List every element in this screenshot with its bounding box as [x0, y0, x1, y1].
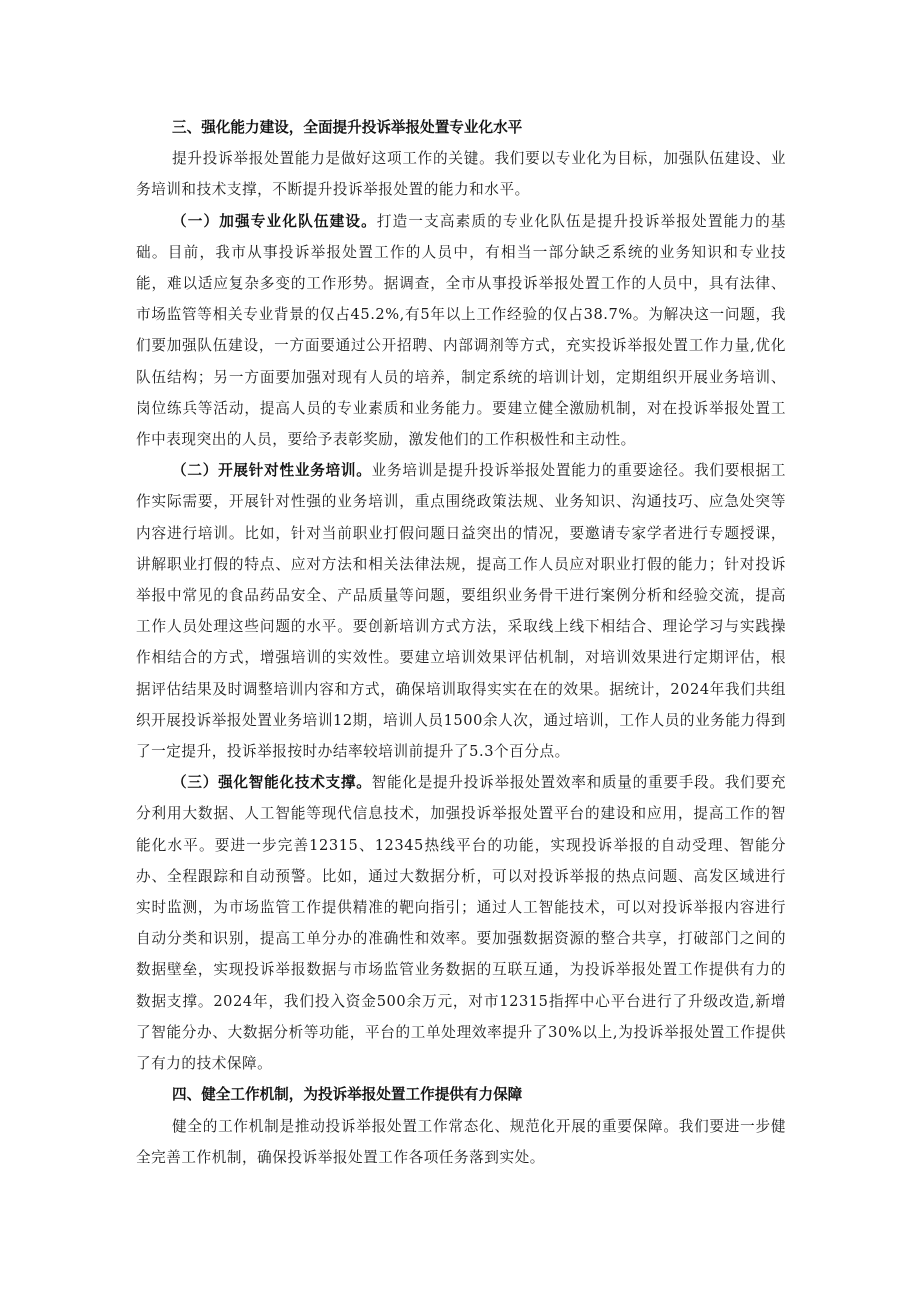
section-4-heading: 四、健全工作机制，为投诉举报处置工作提供有力保障 [172, 1086, 523, 1104]
document-page [136, 112, 786, 1173]
subsection-3-paragraph [136, 767, 786, 1079]
section-4-intro: 健全的工作机制是推动投诉举报处置工作常态化、规范化开展的重要保障。我们要进一步健全完善工作机制，确保投诉举报处置工作各项任务落到实处。 [136, 1117, 786, 1166]
subsection-3-body: 智能化是提升投诉举报处置效率和质量的重要手段。我们要充分利用大数据、人工智能等现代信息技术，加强投诉举报处置平台的建设和应用，提高工作的智能化水平。要进一步完善12315、12345热线平台的功能，实现投诉举报的自动受理、智能分办、全程跟踪和自动预警。比如，通过大数据分析，可以对投诉举报的热点问题、高发区域进行实时监测，为市场监管工作提供精准的靶向指引；通过人工智能技术，可以对投诉举报内容进行自动分类和识别，提高工单分办的准确性和效率。要加强数据资源的整合共享，打破部门之间的数据壁垒，实现投诉举报数据与市场监管业务数据的互联互通，为投诉举报处置工作提供有力的数据支撑。2024年，我们投入资金500余万元，对市12315指挥中心平台进行了升级改造,新增了智能分办、大数据分析等功能，平台的工单处理效率提升了30%以上,为投诉举报处置工作提供了有力的技术保障。 [136, 774, 786, 1073]
subsection-2-body: 业务培训是提升投诉举报处置能力的重要途径。我们要根据工作实际需要，开展针对性强的业务培训，重点围绕政策法规、业务知识、沟通技巧、应急处突等内容进行培训。比如，针对当前职业打假问题日益突出的情况，要邀请专家学者进行专题授课，讲解职业打假的特点、应对方法和相关法律法规，提高工作人员应对职业打假的能力；针对投诉举报中常见的食品药品安全、产品质量等问题，要组织业务骨干进行案例分析和经验交流，提高工作人员处理这些问题的水平。要创新培训方式方法，采取线上线下相结合、理论学习与实践操作相结合的方式，增强培训的实效性。要建立培训效果评估机制，对培训效果进行定期评估，根据评估结果及时调整培训内容和方式，确保培训取得实实在在的效果。据统计，2024年我们共组织开展投诉举报处置业务培训12期，培训人员1500余人次，通过培训，工作人员的业务能力得到了一定提升，投诉举报按时办结率较培训前提升了5.3个百分点。 [136, 462, 786, 761]
subsection-3-title: （三）强化智能化技术支撑。 [172, 774, 372, 792]
subsection-1-body: 打造一支高素质的专业化队伍是提升投诉举报处置能力的基础。目前，我市从事投诉举报处置工作的人员中，有相当一部分缺乏系统的业务知识和专业技能，难以适应复杂多变的工作形势。据调查，全市从事投诉举报处置工作的人员中，具有法律、市场监管等相关专业背景的仅占45.2%,有5年以上工作经验的仅占38.7%。为解决这一问题，我们要加强队伍建设，一方面要通过公开招聘、内部调剂等方式，充实投诉举报处置工作力量,优化队伍结构；另一方面要加强对现有人员的培养，制定系统的培训计划，定期组织开展业务培训、岗位练兵等活动，提高人员的专业素质和业务能力。要建立健全激励机制，对在投诉举报处置工作中表现突出的人员，要给予表彰奖励，激发他们的工作积极性和主动性。 [136, 212, 786, 449]
subsection-2-title: （二）开展针对性业务培训。 [172, 462, 372, 480]
subsection-1-title: （一）加强专业化队伍建设。 [172, 212, 377, 230]
subsection-1-paragraph [136, 206, 786, 456]
section-3-heading: 三、强化能力建设，全面提升投诉举报处置专业化水平 [172, 119, 523, 136]
subsection-2-paragraph [136, 455, 786, 767]
section-3-intro: 提升投诉举报处置能力是做好这项工作的关键。我们要以专业化为目标，加强队伍建设、业务培训和技术支撑，不断提升投诉举报处置的能力和水平。 [136, 150, 786, 199]
